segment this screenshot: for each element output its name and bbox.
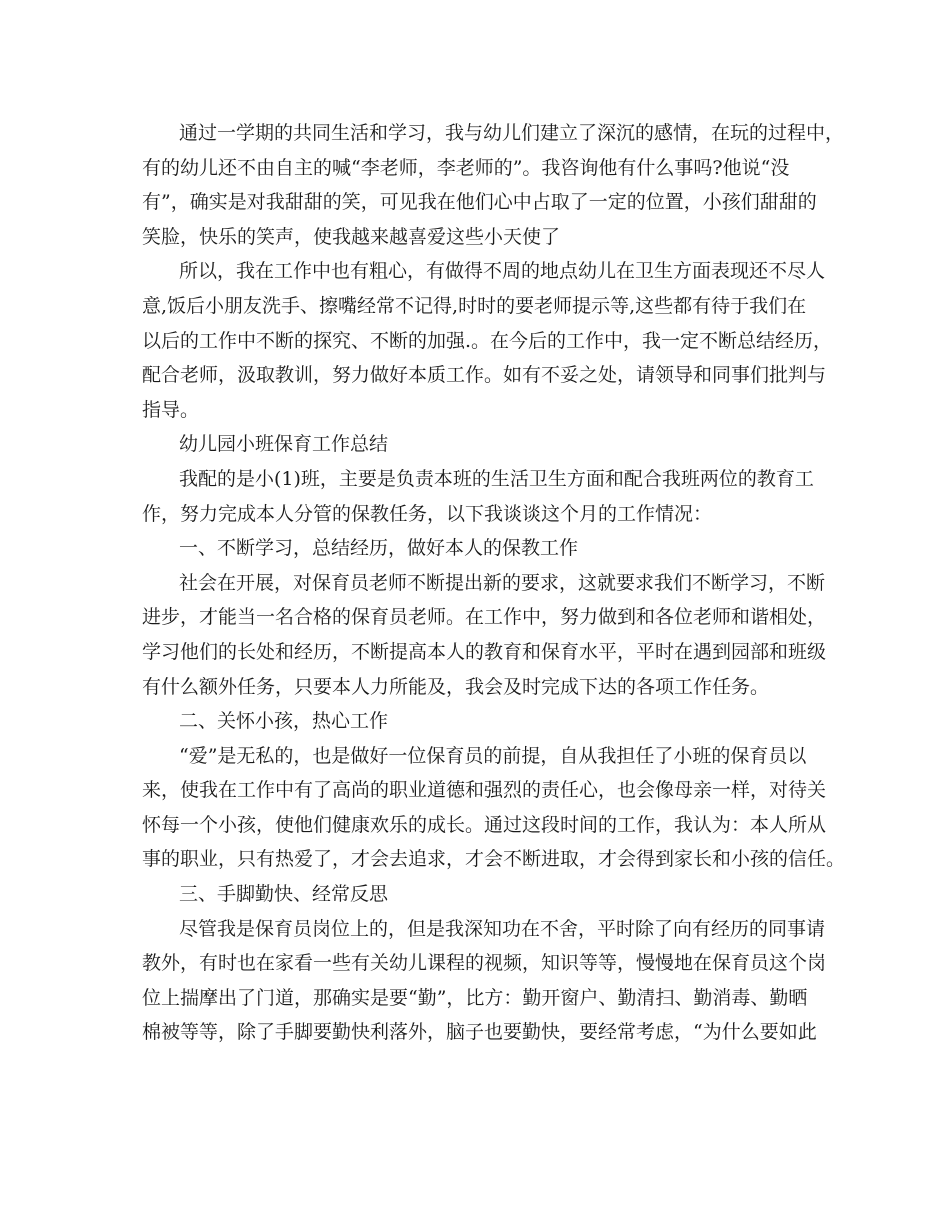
- text-line: 有什么额外任务，只要本人力所能及，我会及时完成下达的各项工作任务。: [142, 675, 770, 698]
- text-line: 来，使我在工作中有了高尚的职业道德和强烈的责任心，也会像母亲一样，对待关: [142, 779, 827, 802]
- text-line: 棉被等等，除了手脚要勤快利落外，脑子也要勤快，要经常考虑，“为什么要如此: [142, 1021, 817, 1044]
- text-line: 指导。: [142, 398, 200, 421]
- text-line: 位上揣摩出了门道，那确实是要“勤”，比方：勤开窗户、勤清扫、勤消毒、勤晒: [142, 986, 808, 1009]
- text-line: 进步，才能当一名合格的保育员老师。在工作中，努力做到和各位老师和谐相处，: [142, 606, 827, 629]
- document-body: [142, 116, 846, 1050]
- text-line: 有”，确实是对我甜甜的笑，可见我在他们心中占取了一定的位置，小孩们甜甜的: [142, 191, 817, 214]
- text-line: 三、手脚勤快、经常反思: [179, 883, 389, 906]
- text-line: 意,饭后小朋友洗手、擦嘴经常不记得,时时的要老师提示等,这些都有待于我们在: [142, 294, 807, 317]
- text-line: 有的幼儿还不由自主的喊“李老师，李老师的”。我咨询他有什么事吗?他说“没: [142, 156, 790, 179]
- text-line: 作，努力完成本人分管的保教任务，以下我谈谈这个月的工作情况：: [142, 502, 713, 525]
- text-line: “爱”是无私的，也是做好一位保育员的前提，自从我担任了小班的保育员以: [179, 744, 807, 767]
- text-line: 幼儿园小班保育工作总结: [179, 433, 389, 456]
- text-line: 教外，有时也在家看一些有关幼儿课程的视频，知识等等，慢慢地在保育员这个岗: [142, 952, 827, 975]
- text-line: 事的职业，只有热爱了，才会去追求，才会不断进取，才会得到家长和小孩的信任。: [142, 848, 846, 871]
- text-line: 尽管我是保育员岗位上的，但是我深知功在不舍，平时除了向有经历的同事请: [179, 917, 826, 940]
- text-line: 怀每一个小孩，使他们健康欢乐的成长。通过这段时间的工作，我认为：本人所从: [142, 813, 827, 836]
- text-line: 学习他们的长处和经历，不断提高本人的教育和保育水平，平时在遇到园部和班级: [142, 640, 827, 663]
- text-line: 二、关怀小孩，热心工作: [179, 710, 389, 733]
- text-line: 所以，我在工作中也有粗心，有做得不周的地点幼儿在卫生方面表现还不尽人: [179, 260, 826, 283]
- text-line: 一、不断学习，总结经历，做好本人的保教工作: [179, 537, 579, 560]
- text-line: 配合老师，汲取教训，努力做好本质工作。如有不妥之处，请领导和同事们批判与: [142, 364, 827, 387]
- text-line: 社会在开展，对保育员老师不断提出新的要求，这就要求我们不断学习，不断: [179, 571, 826, 594]
- text-line: 以后的工作中不断的探究、不断的加强.。在今后的工作中，我一定不断总结经历，: [142, 329, 833, 352]
- text-line: 我配的是小(1)班，主要是负责本班的生活卫生方面和配合我班两位的教育工: [179, 467, 814, 490]
- text-line: 笑脸，快乐的笑声，使我越来越喜爱这些小天使了: [142, 225, 561, 248]
- text-line: 通过一学期的共同生活和学习，我与幼儿们建立了深沉的感情，在玩的过程中，: [179, 122, 845, 144]
